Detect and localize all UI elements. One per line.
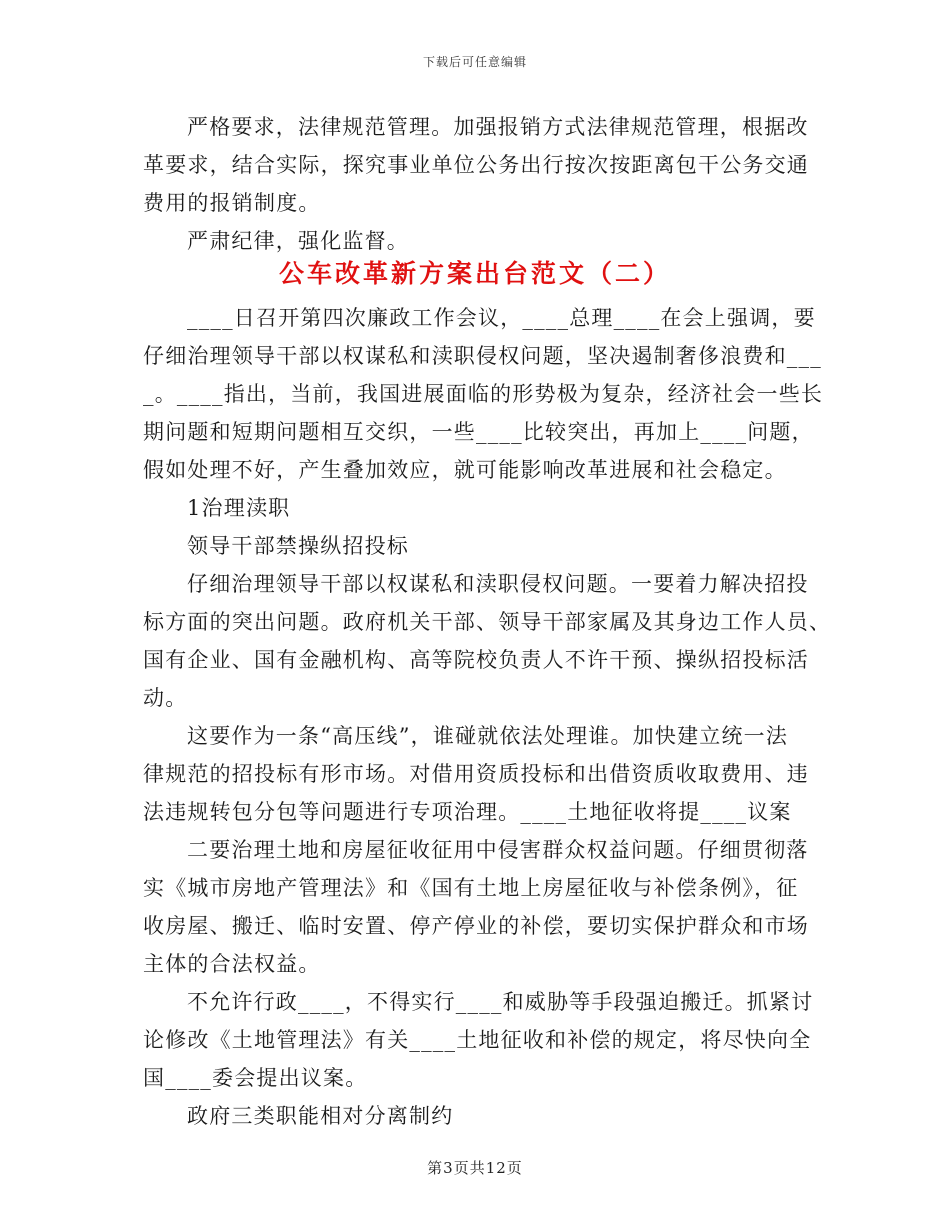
section-title: 公车改革新方案出台范文（二） bbox=[278, 259, 671, 288]
subheading: 1治理渎职 bbox=[187, 496, 291, 520]
paragraph-line: 论修改《土地管理法》有关____土地征收和补偿的规定，将尽快向全 bbox=[143, 1028, 812, 1052]
paragraph-line: 国有企业、国有金融机构、高等院校负责人不许干预、操纵招投标活 bbox=[143, 648, 809, 672]
paragraph-line: 严肃纪律，强化监督。 bbox=[187, 229, 409, 253]
paragraph-line: 仔细治理领导干部以权谋私和渎职侵权问题，坚决遏制奢侈浪费和___ bbox=[143, 344, 822, 368]
paragraph-line: 严格要求，法律规范管理。加强报销方式法律规范管理，根据改 bbox=[187, 115, 809, 139]
paragraph-line: 仔细治理领导干部以权谋私和渎职侵权问题。一要着力解决招投 bbox=[187, 572, 809, 596]
paragraph-line: 律规范的招投标有形市场。对借用资质投标和出借资质收取费用、违 bbox=[143, 762, 809, 786]
paragraph-line: 收房屋、搬迁、临时安置、停产停业的补偿，要切实保护群众和市场 bbox=[143, 914, 809, 938]
paragraph-line: 主体的合法权益。 bbox=[143, 952, 321, 976]
paragraph-line: 标方面的突出问题。政府机关干部、领导干部家属及其身边工作人员、 bbox=[143, 610, 832, 634]
paragraph-line: 法违规转包分包等问题进行专项治理。____土地征收将提____议案 bbox=[143, 800, 792, 824]
paragraph-line: ____日召开第四次廉政工作会议，____总理____在会上强调，要 bbox=[187, 306, 816, 330]
paragraph-line: 不允许行政____，不得实行____和威胁等手段强迫搬迁。抓紧讨 bbox=[187, 990, 814, 1014]
subheading: 政府三类职能相对分离制约 bbox=[187, 1104, 454, 1128]
paragraph-line: 动。 bbox=[143, 686, 188, 710]
paragraph-line: 期问题和短期问题相互交织，一些____比较突出，再加上____问题， bbox=[143, 420, 814, 444]
page-number-footer: 第3页共12页 bbox=[427, 1159, 523, 1177]
paragraph-line: _。____指出，当前，我国进展面临的形势极为复杂，经济社会一些长 bbox=[143, 382, 824, 406]
subheading: 领导干部禁操纵招投标 bbox=[187, 534, 409, 558]
paragraph-line: 这要作为一条“高压线”，谁碰就依法处理谁。加快建立统一法 bbox=[187, 724, 789, 748]
paragraph-line: 费用的报销制度。 bbox=[143, 191, 321, 215]
paragraph-line: 实《城市房地产管理法》和《国有土地上房屋征收与补偿条例》，征 bbox=[143, 876, 799, 900]
paragraph-line: 国____委会提出议案。 bbox=[143, 1066, 368, 1090]
paragraph-line: 革要求，结合实际，探究事业单位公务出行按次按距离包干公务交通 bbox=[143, 153, 809, 177]
page-header-note: 下载后可任意编辑 bbox=[422, 55, 527, 69]
paragraph-line: 二要治理土地和房屋征收征用中侵害群众权益问题。仔细贯彻落 bbox=[187, 838, 809, 862]
paragraph-line: 假如处理不好，产生叠加效应，就可能影响改革进展和社会稳定。 bbox=[143, 458, 787, 482]
